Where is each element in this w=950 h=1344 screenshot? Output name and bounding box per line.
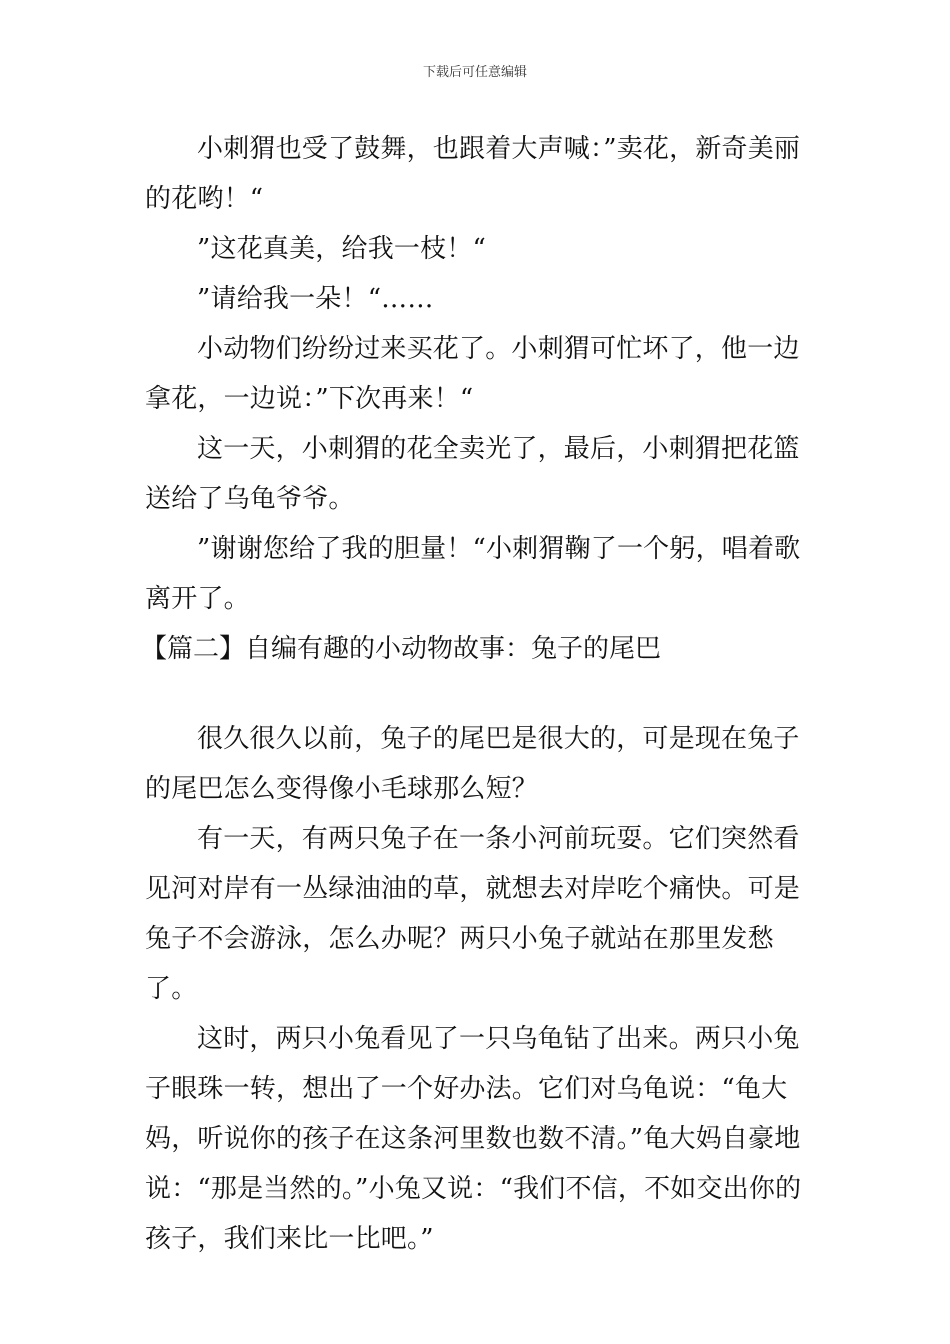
- paragraph: 这时，两只小兔看见了一只乌龟钻了出来。两只小兔子眼珠一转，想出了一个好办法。它们对乌龟说：“龟大妈，听说你的孩子在这条河里数也数不清。”龟大妈自豪地说：“那是当然的。”小兔又说：“我们不信，不如交出你的孩子，我们来比一比吧。”: [145, 1024, 802, 1254]
- section-heading: 【篇二】自编有趣的小动物故事：兔子的尾巴: [141, 634, 662, 664]
- paragraph: 很久很久以前，兔子的尾巴是很大的，可是现在兔子的尾巴怎么变得像小毛球那么短？: [145, 724, 800, 804]
- paragraph: ”请给我一朵！“……: [197, 284, 434, 314]
- paragraph: 这一天，小刺猬的花全卖光了，最后，小刺猬把花篮送给了乌龟爷爷。: [145, 434, 800, 514]
- document-body: [141, 124, 810, 1264]
- paragraph: ”这花真美，给我一枝！“: [197, 234, 486, 264]
- page-header: 下载后可任意编辑: [422, 65, 527, 80]
- paragraph: ”谢谢您给了我的胆量！“小刺猬鞠了一个躬，唱着歌离开了。: [145, 534, 801, 614]
- section-gap: [145, 674, 810, 714]
- paragraph: 有一天，有两只兔子在一条小河前玩耍。它们突然看见河对岸有一丛绿油油的草，就想去对岸吃个痛快。可是兔子不会游泳，怎么办呢？两只小兔子就站在那里发愁了。: [145, 824, 801, 1004]
- paragraph: 小动物们纷纷过来买花了。小刺猬可忙坏了，他一边拿花，一边说：”下次再来！“: [145, 334, 800, 414]
- paragraph: 小刺猬也受了鼓舞，也跟着大声喊：”卖花，新奇美丽的花哟！“: [145, 134, 801, 214]
